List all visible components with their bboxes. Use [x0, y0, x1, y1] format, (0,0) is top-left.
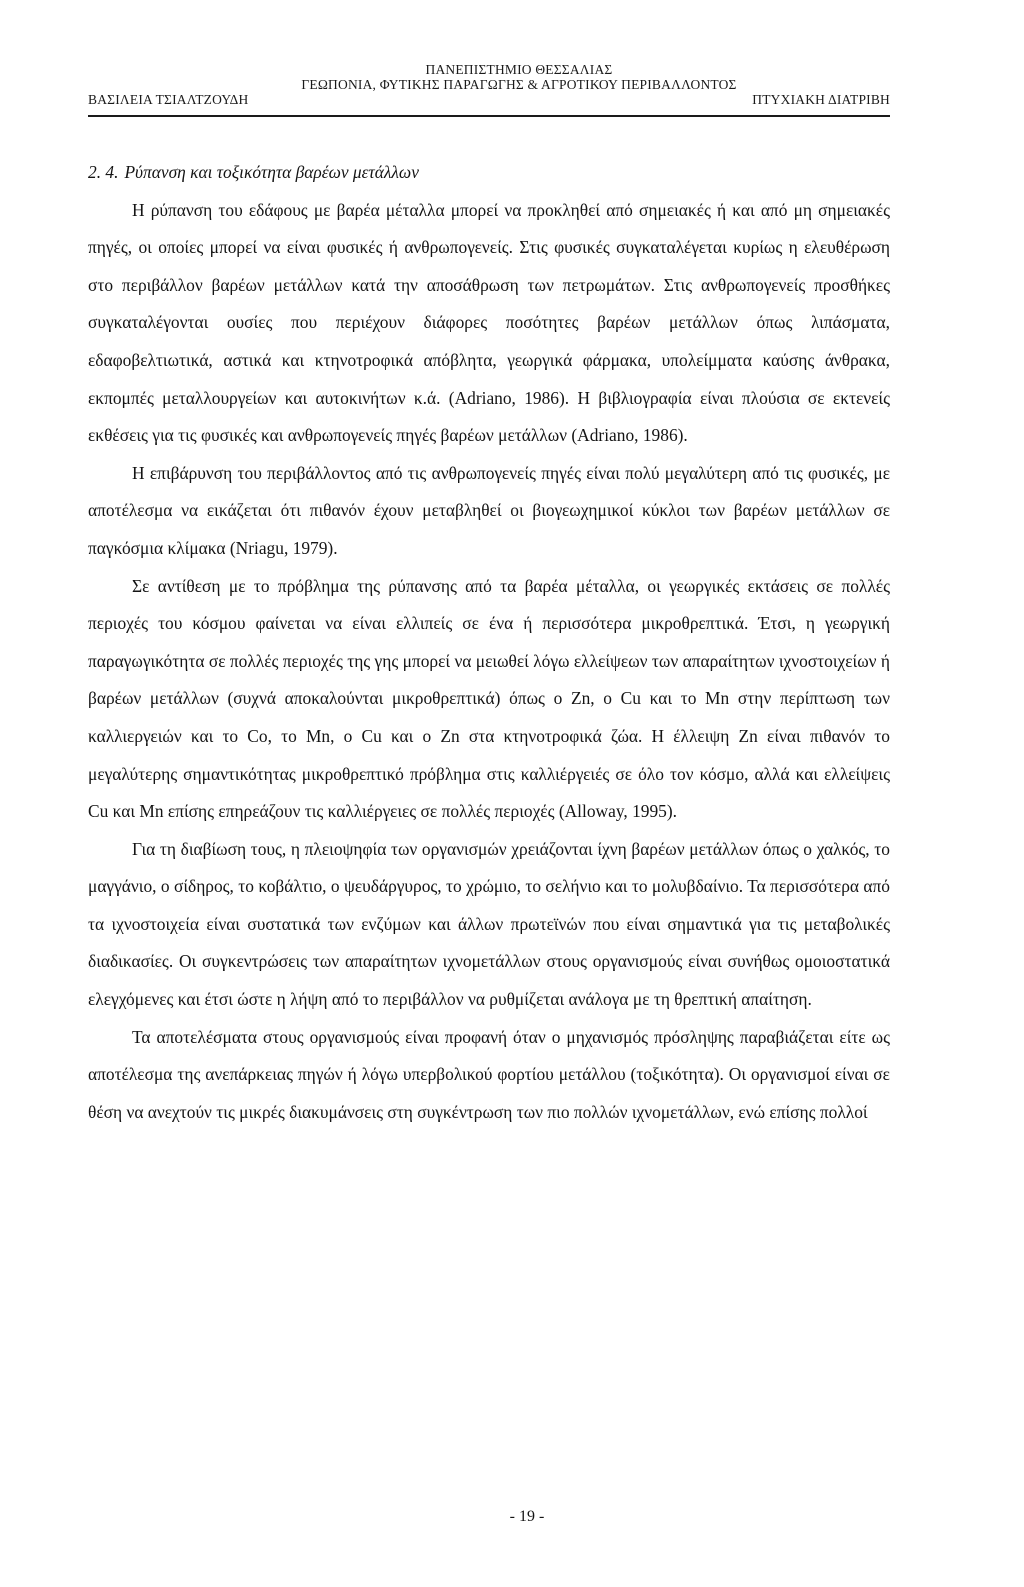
paragraph-3: Σε αντίθεση με το πρόβλημα της ρύπανσης από τα βαρέα μέταλλα, οι γεωργικές εκτάσεις σε πολλές περιοχές του κόσμου φαίνεται να είναι ελλιπείς σε ένα ή περισσότερα μικροθρεπτικά. Έτσι, η γεωργική παραγωγικότητα σε πολλές περιοχές της γης μπορεί να μειωθεί λόγω ελλείψεων των απαραίτητων ιχνοστοιχείων ή βαρέων μετάλλων (συχνά αποκαλούνται μικροθρεπτικά) όπως ο Zn, ο Cu και το Mn στην περίπτωση των καλλιεργειών και το Co, το Mn, ο Cu και ο Zn στα κτηνοτροφικά ζώα. Η έλλειψη Zn είναι πιθανόν το μεγαλύτερης σημαντικότητας μικροθρεπτικό πρόβλημα στις καλλιέργειές σε όλο τον κόσμο, αλλά και ελλείψεις Cu και Mn επίσης επηρεάζουν τις καλλιέργειες σε πολλές περιοχές (Alloway, 1995).	[88, 575, 890, 822]
paragraph-1: Η ρύπανση του εδάφους με βαρέα μέταλλα μπορεί να προκληθεί από σημειακές ή και από μη σημειακές πηγές, οι οποίες μπορεί να είναι φυσικές ή ανθρωπογενείς. Στις φυσικές συγκαταλέγεται κυρίως η ελευθέρωση στο περιβάλλον βαρέων μετάλλων κατά την αποσάθρωση των πετρωμάτων. Στις ανθρωπογενείς προσθήκες συγκαταλέγονται ουσίες που περιέχουν διάφορες ποσότητες βαρέων μετάλλων όπως λιπάσματα, εδαφοβελτιωτικά, αστικά και κτηνοτροφικά απόβλητα, γεωργικά φάρμακα, υπολείμματα καύσης άνθρακα, εκπομπές μεταλλουργείων και αυτοκινήτων κ.ά. (Adriano, 1986). Η βιβλιογραφία είναι πλούσια σε εκτενείς εκθέσεις για τις φυσικές και ανθρωπογενείς πηγές βαρέων μετάλλων (Adriano, 1986).	[88, 199, 890, 446]
section-number: 2. 4.	[88, 162, 119, 182]
paragraph-5: Τα αποτελέσματα στους οργανισμούς είναι προφανή όταν ο μηχανισμός πρόσληψης παραβιάζεται είτε ως αποτέλεσμα της ανεπάρκειας πηγών ή λόγω υπερβολικού φορτίου μετάλλου (τοξικότητα). Οι οργανισμοί είναι σε θέση να ανεχτούν τις μικρές διακυμάνσεις στη συγκέντρωση των πιο πολλών ιχνομετάλλων, ενώ επίσης πολλοί	[88, 1026, 890, 1122]
section-title: Ρύπανση και τοξικότητα βαρέων μετάλλων	[124, 162, 419, 182]
document-type: ΠΤΥΧΙΑΚΗ ΔΙΑΤΡΙΒΗ	[752, 92, 890, 107]
page-body	[88, 154, 890, 1131]
paragraph-2: Η επιβάρυνση του περιβάλλοντος από τις ανθρωπογενείς πηγές είναι πολύ μεγαλύτερη από τις φυσικές, με αποτέλεσμα να εικάζεται ότι πιθανόν έχουν μεταβληθεί οι βιογεωχημικοί κύκλοι των βαρέων μετάλλων σε παγκόσμια κλίμακα (Nriagu, 1979).	[88, 462, 890, 558]
header-rule	[88, 115, 890, 117]
department-name: ΓΕΩΠΟΝΙΑ, ΦΥΤΙΚΗΣ ΠΑΡΑΓΩΓΗΣ & ΑΓΡΟΤΙΚΟΥ ΠΕΡΙΒΑΛΛΟΝΤΟΣ	[301, 77, 737, 92]
section-heading	[88, 154, 890, 192]
header-meta-row	[88, 92, 890, 107]
page-number: - 19 -	[509, 1508, 545, 1525]
page-header	[88, 62, 890, 120]
paragraph-4: Για τη διαβίωση τους, η πλειοψηφία των οργανισμών χρειάζονται ίχνη βαρέων μετάλλων όπως ο χαλκός, το μαγγάνιο, ο σίδηρος, το κοβάλτιο, ο ψευδάργυρος, το χρώμιο, το σελήνιο και το μολυβδαίνιο. Τα περισσότερα από τα ιχνοστοιχεία είναι συστατικά των ενζύμων και άλλων πρωτεϊνών που είναι σημαντικά για τις μεταβολικές διαδικασίες. Οι συγκεντρώσεις των απαραίτητων ιχνομετάλλων στους οργανισμούς είναι συνήθως ομοιοστατικά ελεγχόμενες και έτσι ώστε η λήψη από το περιβάλλον να ρυθμίζεται ανάλογα με τη θρεπτική απαίτηση.	[88, 838, 890, 1010]
author-name: ΒΑΣΙΛΕΙΑ ΤΣΙΑΛΤΖΟΥΔΗ	[88, 92, 249, 107]
university-name: ΠΑΝΕΠΙΣΤΗΜΙΟ ΘΕΣΣΑΛΙΑΣ	[425, 62, 613, 77]
